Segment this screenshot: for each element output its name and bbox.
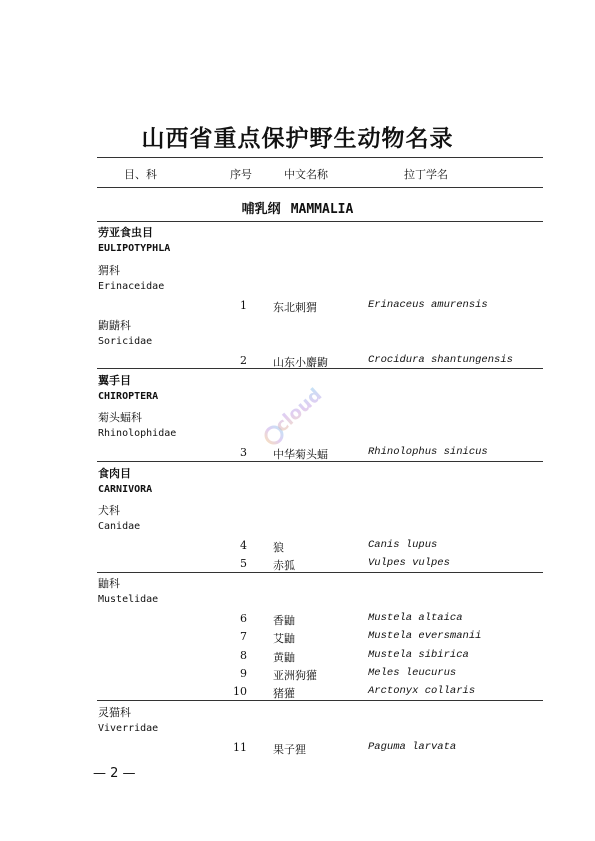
class-name-cn: 哺乳纲 (241, 202, 281, 217)
col-header-number: 序号 (230, 168, 252, 181)
family-name-latin: Canidae (98, 521, 141, 532)
cloud-watermark-logo (258, 383, 353, 453)
species-name-cn: 猪獾 (273, 687, 295, 700)
species-number: 7 (240, 630, 247, 643)
family-name-cn: 猬科 (98, 264, 120, 277)
species-name-latin: Crocidura shantungensis (368, 354, 513, 366)
species-name-latin: Rhinolophus sinicus (368, 446, 488, 458)
species-name-latin: Mustela altaica (368, 612, 463, 624)
family-divider (97, 700, 543, 701)
family-name-cn: 灵猫科 (98, 706, 131, 719)
order-name-cn: 劳亚食虫目 (98, 226, 153, 239)
class-name-latin: MAMMALIA (290, 202, 354, 217)
col-header-order-family: 目、科 (124, 168, 157, 181)
order-name-latin: CHIROPTERA (98, 391, 159, 402)
species-name-cn: 黄鼬 (273, 651, 295, 664)
family-divider (97, 572, 543, 573)
species-number: 4 (240, 539, 247, 552)
family-name-latin: Erinaceidae (98, 281, 165, 292)
col-header-latin-name: 拉丁学名 (404, 168, 448, 181)
family-name-cn: 犬科 (98, 504, 120, 517)
header-bottom-rule (97, 187, 543, 188)
species-name-latin: Arctonyx collaris (368, 685, 476, 697)
order-divider (97, 461, 543, 462)
order-name-latin: EULIPOTYPHLA (98, 243, 171, 254)
family-name-cn: 鼩鼱科 (98, 319, 131, 332)
species-name-cn: 中华菊头蝠 (273, 448, 328, 461)
species-name-latin: Canis lupus (368, 539, 438, 551)
order-name-cn: 食肉目 (98, 467, 131, 480)
species-name-latin: Meles leucurus (368, 667, 457, 679)
family-name-latin: Viverridae (98, 723, 159, 734)
species-name-cn: 艾鼬 (273, 632, 295, 645)
col-header-chinese-name: 中文名称 (284, 168, 328, 181)
family-name-cn: 菊头蝠科 (98, 411, 142, 424)
species-name-latin: Paguma larvata (368, 741, 457, 753)
family-name-latin: Rhinolophidae (98, 428, 177, 439)
family-name-latin: Mustelidae (98, 594, 159, 605)
species-name-cn: 东北刺猬 (273, 301, 317, 314)
species-number: 11 (233, 741, 247, 754)
page-title: 山西省重点保护野生动物名录 (141, 125, 454, 152)
species-number: 3 (240, 446, 247, 459)
species-number: 2 (240, 354, 247, 367)
family-name-cn: 鼬科 (98, 577, 120, 590)
species-number: 6 (240, 612, 247, 625)
species-name-cn: 狼 (273, 541, 284, 554)
species-name-cn: 亚洲狗獾 (273, 669, 317, 682)
species-number: 1 (240, 299, 247, 312)
family-name-latin: Soricidae (98, 336, 153, 347)
class-heading (0, 198, 595, 217)
order-name-cn: 翼手目 (98, 374, 131, 387)
species-number: 9 (240, 667, 247, 680)
species-number: 5 (240, 557, 247, 570)
watermark-text: cloud (271, 384, 327, 437)
species-name-latin: Erinaceus amurensis (368, 299, 488, 311)
species-number: 8 (240, 649, 247, 662)
species-name-latin: Mustela eversmanii (368, 630, 482, 642)
order-name-latin: CARNIVORA (98, 484, 153, 495)
species-name-latin: Vulpes vulpes (368, 557, 450, 569)
species-name-latin: Mustela sibirica (368, 649, 469, 661)
class-rule (97, 221, 543, 222)
page-number: — 2 — (93, 766, 136, 781)
header-top-rule (97, 157, 543, 158)
species-name-cn: 果子狸 (273, 743, 306, 756)
species-number: 10 (233, 685, 247, 698)
order-divider (97, 368, 543, 369)
species-name-cn: 赤狐 (273, 559, 295, 572)
species-name-cn: 香鼬 (273, 614, 295, 627)
species-name-cn: 山东小麝鼩 (273, 356, 328, 369)
